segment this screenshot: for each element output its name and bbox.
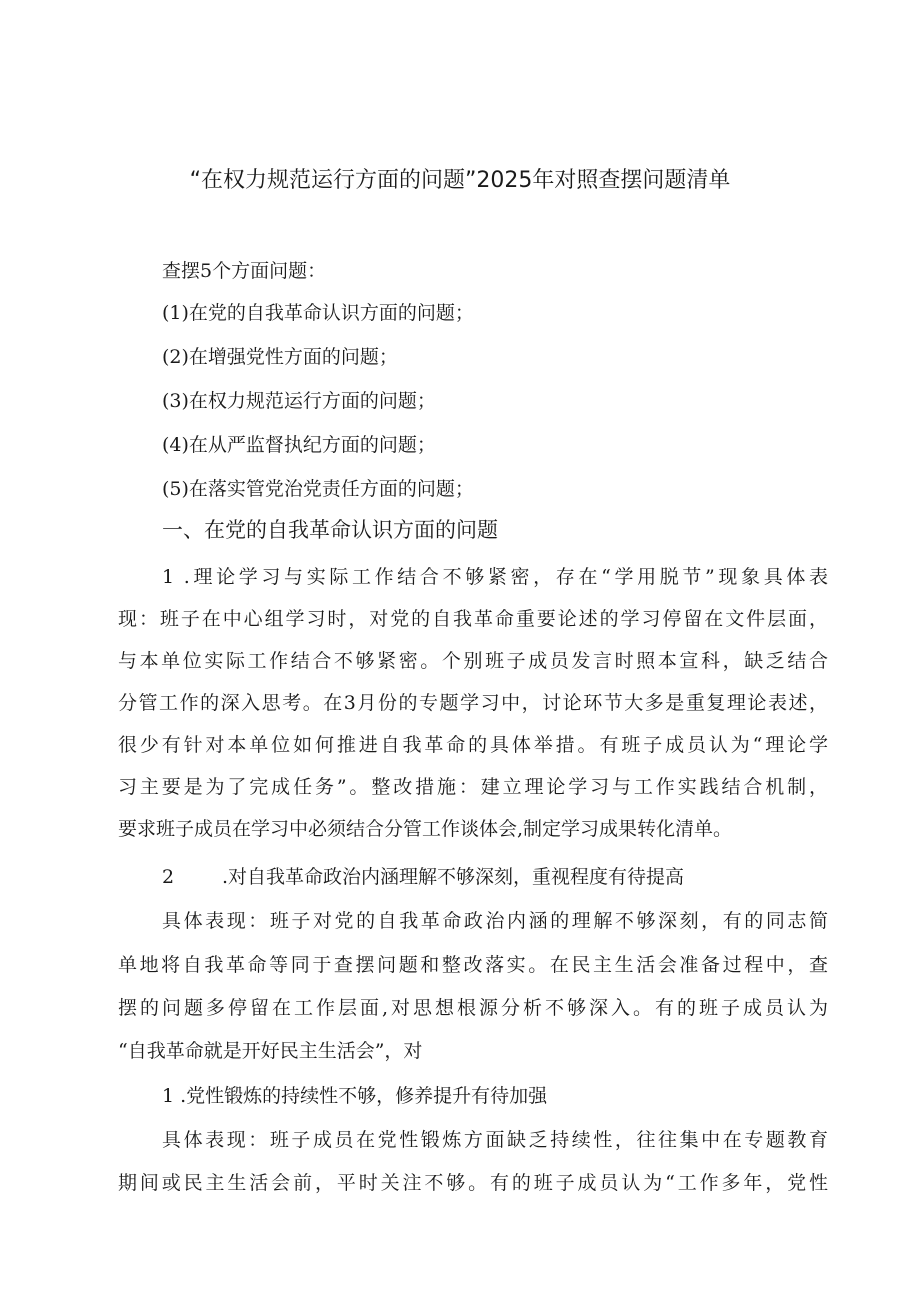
item1-line-4: 分管工作的深入思考。在3月份的专题学习中，讨论环节大多是重复理论表述，: [118, 692, 828, 714]
item3-line-1: 具体表现：班子成员在党性锻炼方面缺乏持续性，往往集中在专题教育: [162, 1129, 828, 1151]
item2-line-1: 具体表现：班子对党的自我革命政治内涵的理解不够深刻，有的同志简: [162, 910, 828, 932]
item1-line-6: 习主要是为了完成任务”。整改措施：建立理论学习与工作实践结合机制，: [118, 776, 828, 798]
item2-line-3: 摆的问题多停留在工作层面,对思想根源分析不够深入。有的班子成员认为: [118, 997, 828, 1019]
item2-title: .对自我革命政治内涵理解不够深刻，重视程度有待提高: [222, 866, 685, 888]
intro-line: 查摆5个方面问题：: [162, 260, 327, 282]
item1-line-1: 1 .理论学习与实际工作结合不够紧密，存在“学用脱节”现象具体表: [162, 566, 828, 588]
document-title: “在权力规范运行方面的问题”2025年对照查摆问题清单: [189, 168, 731, 193]
aspect-item-1: (1)在党的自我革命认识方面的问题；: [162, 302, 474, 324]
item2-title-line: [162, 863, 828, 891]
item3-title: 1 .党性锻炼的持续性不够，修养提升有待加强: [162, 1085, 548, 1107]
item1-line-2: 现：班子在中心组学习时，对党的自我革命重要论述的学习停留在文件层面，: [118, 608, 828, 630]
aspect-item-4: (4)在从严监督执纪方面的问题；: [162, 434, 436, 456]
aspect-item-5: (5)在落实管党治党责任方面的问题；: [162, 478, 474, 500]
item2-line-2: 单地将自我革命等同于查摆问题和整改落实。在民主生活会准备过程中，查: [118, 954, 828, 976]
item1-line-3: 与本单位实际工作结合不够紧密。个别班子成员发言时照本宣科，缺乏结合: [118, 650, 828, 672]
item1-line-5: 很少有针对本单位如何推进自我革命的具体举措。有班子成员认为“理论学: [118, 734, 828, 756]
aspect-item-2: (2)在增强党性方面的问题；: [162, 346, 398, 368]
aspect-item-3: (3)在权力规范运行方面的问题；: [162, 390, 436, 412]
item2-number: 2: [162, 866, 175, 888]
item1-line-7: 要求班子成员在学习中必须结合分管工作谈体会,制定学习成果转化清单。: [118, 818, 733, 840]
item3-line-2: 期间或民主生活会前，平时关注不够。有的班子成员认为“工作多年，党性: [118, 1172, 828, 1194]
item2-line-4: “自我革命就是开好民主生活会”，对: [118, 1040, 423, 1062]
section-heading-1: 一、在党的自我革命认识方面的问题: [162, 518, 498, 542]
